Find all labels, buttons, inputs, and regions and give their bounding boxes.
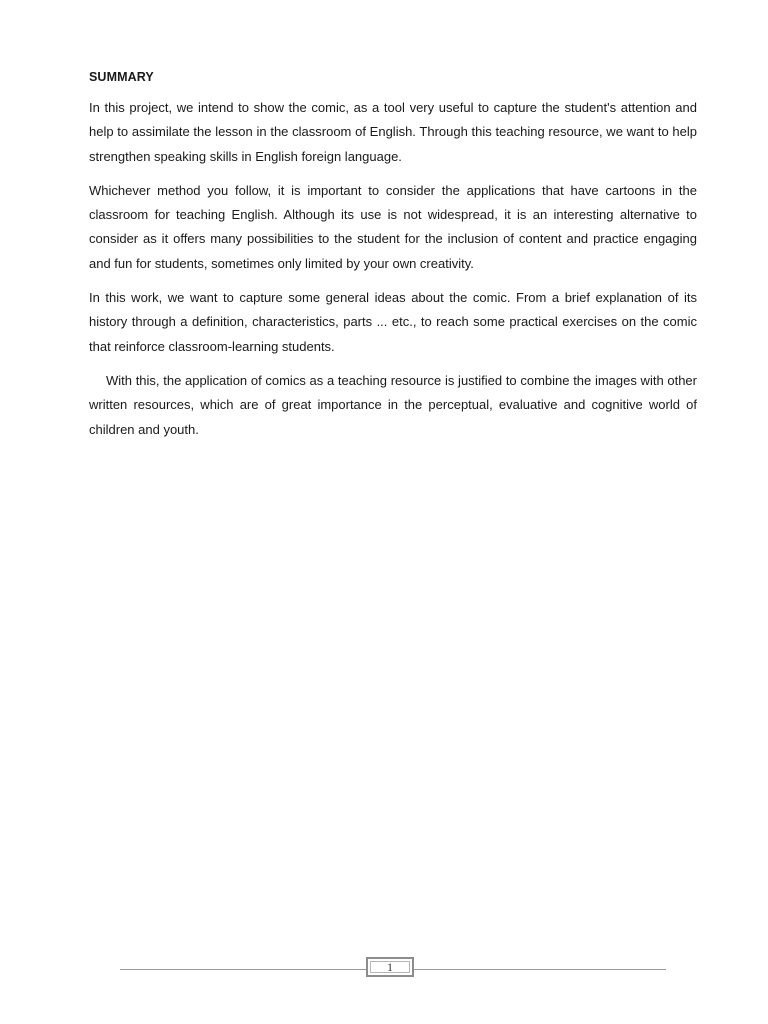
paragraph-conclusion: With this, the application of comics as a teaching resource is justified to combine the images with other written resources, which are of great importance in the perceptual, evaluative and cognitive world of children and youth.	[89, 372, 697, 437]
paragraph-work: In this work, we want to capture some general ideas about the comic. From a brief explanation of its history through a definition, characteristics, parts ... etc., to reach some practical exercises on the comic that reinforce classroom-learning students.	[89, 290, 697, 354]
paragraph-intro: In this project, we intend to show the comic, as a tool very useful to capture the student's attention and help to assimilate the lesson in the classroom of English. Through this teaching resource, we want to help strengthen speaking skills in English foreign language.	[89, 100, 697, 164]
page-number: 1	[387, 959, 393, 974]
document-body	[89, 70, 697, 452]
page-number-box	[366, 957, 414, 977]
section-heading: SUMMARY	[89, 70, 154, 84]
page-footer	[120, 957, 666, 981]
paragraph-method: Whichever method you follow, it is important to consider the applications that have cartoons in the classroom for teaching English. Although its use is not widespread, it is an interesting alternative to consider as it offers many possibilities to the student for the inclusion of content and practice engaging and fun for students, sometimes only limited by your own creativity.	[89, 182, 697, 271]
